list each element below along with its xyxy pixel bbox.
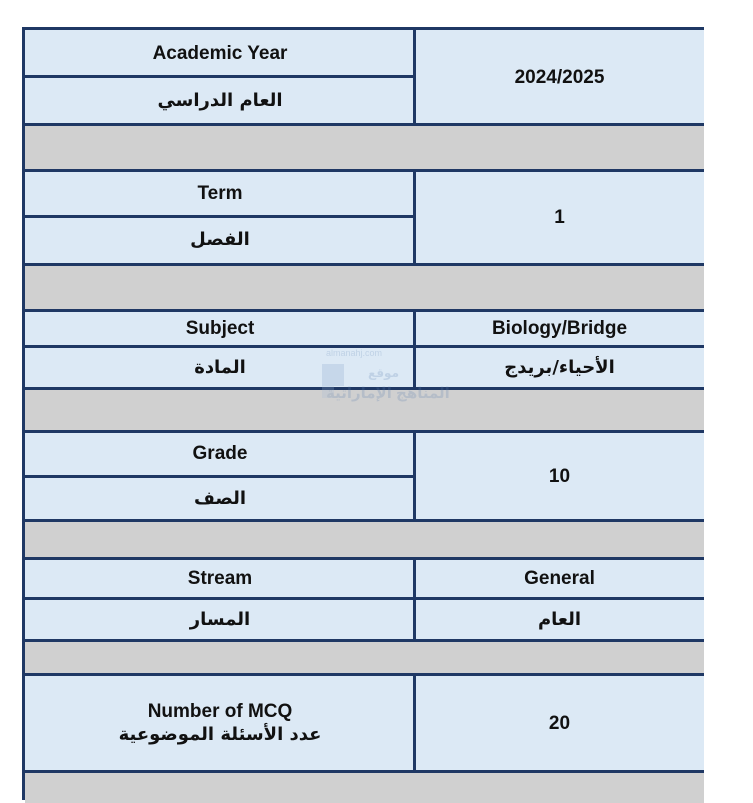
spacer-row [25, 390, 704, 430]
term-label-ar [25, 216, 415, 264]
divider [25, 475, 415, 478]
mcq-label-ar-text: عدد الأسئلة الموضوعية [118, 724, 322, 746]
term-value [415, 172, 704, 264]
divider [413, 560, 416, 640]
academic-year-label-en-text: Academic Year [152, 42, 288, 64]
watermark-line2: موقع [368, 366, 400, 380]
divider [25, 75, 415, 78]
academic-year-label-ar-text: العام الدراسي [157, 89, 283, 111]
watermark-line3: المناهج الإماراتية [326, 385, 450, 402]
divider [25, 597, 704, 600]
subject-value-ar-text: الأحياء/بريدج [504, 356, 615, 378]
stream-label-ar [25, 600, 415, 640]
subject-label-ar-text: المادة [194, 356, 246, 378]
subject-label-ar [25, 348, 415, 388]
divider [25, 345, 704, 348]
divider [413, 676, 416, 771]
academic-year-value-text: 2024/2025 [514, 66, 605, 88]
subject-value-en-text: Biology/Bridge [491, 318, 628, 340]
term-value-text: 1 [554, 207, 565, 229]
grade-value-text: 10 [548, 465, 571, 487]
divider [413, 433, 416, 520]
stream-value-ar-text: العام [537, 608, 582, 630]
term-label-en-text: Term [197, 183, 243, 205]
spacer-row [25, 126, 704, 170]
divider [413, 30, 416, 125]
divider [25, 215, 415, 218]
stream-label-ar-text: المسار [189, 608, 251, 630]
grade-label-en [25, 433, 415, 475]
mcq-label-en-text: Number of MCQ [147, 701, 293, 723]
watermark-url: almanahj.com [326, 348, 383, 358]
spacer-row [25, 773, 704, 803]
subject-value-ar [415, 348, 704, 388]
stream-value-en [415, 560, 704, 597]
grade-label-ar-text: الصف [193, 487, 247, 509]
divider [413, 172, 416, 264]
grade-label-en-text: Grade [192, 443, 248, 465]
mcq-value-text: 20 [548, 712, 571, 734]
divider [413, 312, 416, 388]
academic-year-label-en [25, 30, 415, 77]
spacer-row [25, 266, 704, 310]
spacer-row [25, 642, 704, 674]
subject-label-en [25, 312, 415, 346]
term-label-ar-text: الفصل [190, 228, 250, 250]
spacer-row [25, 522, 704, 558]
stream-label-en-text: Stream [187, 567, 253, 589]
mcq-label-stack [119, 700, 322, 746]
academic-year-value [415, 30, 704, 125]
academic-year-label-ar [25, 77, 415, 125]
stream-label-en [25, 560, 415, 597]
stream-value-en-text: General [524, 567, 595, 589]
info-table [22, 27, 704, 800]
stream-value-ar [415, 600, 704, 640]
subject-value-en [415, 312, 704, 346]
subject-label-en-text: Subject [185, 318, 255, 340]
grade-label-ar [25, 478, 415, 520]
mcq-label [25, 676, 415, 771]
mcq-value [415, 676, 704, 771]
term-label-en [25, 172, 415, 216]
grade-value [415, 433, 704, 520]
